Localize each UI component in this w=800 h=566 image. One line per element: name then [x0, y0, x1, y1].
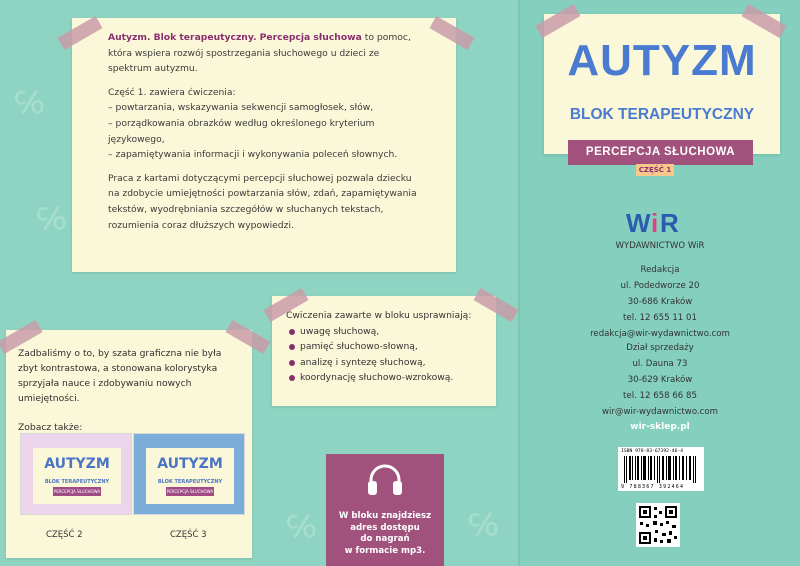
audio-text [326, 511, 444, 557]
exercises-list [286, 324, 482, 386]
part-label: CZĘŚĆ 2 [46, 530, 83, 540]
audio-line: W bloku znajdziesz [338, 511, 432, 521]
part-label: CZĘŚĆ 3 [170, 530, 207, 540]
ear-decoration-icon: ℅ [468, 508, 499, 543]
ear-decoration-icon: ℅ [14, 86, 45, 121]
thumbnail-subtitle: BLOK TERAPEUTYCZNY [44, 479, 110, 485]
editorial-contact [560, 262, 760, 342]
thumbnail-title: AUTYZM [157, 456, 223, 472]
closing-paragraph: Praca z kartami dotyczącymi percepcji słuchowej pozwala dziecku na zdobycie umiejętności powtarzania słów, zdań, zapamiętywania tekstów, wyodrębniania szczegółów w słuchanych tekstach, rozumienia coraz dłuższych wypowiedzi. [108, 172, 417, 231]
list-item: koordynację słuchowo-wzrokową. [286, 370, 482, 386]
audio-line: w formacie mp3. [344, 545, 426, 556]
shop-link[interactable]: wir-sklep.pl [630, 422, 690, 432]
svg-text:R: R [660, 208, 679, 236]
graphics-note [6, 330, 252, 558]
contains-list [108, 100, 420, 162]
list-item: analizę i syntezę słuchową, [286, 355, 482, 371]
list-item: – porządkowania obrazków według określonego kryterium językowego, [108, 116, 420, 147]
exercises-note [272, 296, 496, 406]
cover-thumbnail-part3[interactable] [133, 433, 245, 515]
barcode-bars [624, 456, 698, 483]
list-item: pamięć słuchowo-słowną, [286, 339, 482, 355]
headphones-icon [365, 460, 405, 498]
thumbnail-title: AUTYZM [44, 456, 110, 472]
contact-line: tel. 12 655 11 01 [623, 313, 697, 323]
title-card [544, 14, 780, 154]
intro-highlight: Autyzm. Blok terapeutyczny. Percepcja słuchowa [108, 32, 362, 43]
graphics-text: Zadbaliśmy o to, by szata graficzna nie była zbyt kontrastowa, a stonowana kolorystyka sprzyjała nauce i zdobywaniu nowych umiejętności. [18, 348, 222, 404]
exercises-heading: Ćwiczenia zawarte w bloku usprawniają: [286, 310, 472, 321]
intro-text: to pomoc, która wspiera rozwój spostrzegania słuchowego u dzieci ze spektrum autyzmu. [108, 32, 411, 75]
publisher-name: WYDAWNICTWO WiR [615, 241, 705, 251]
contact-line: Dział sprzedaży [626, 343, 694, 353]
audio-line: adres dostępu [350, 522, 420, 533]
qr-code[interactable] [636, 503, 680, 547]
contact-line: ul. Podedworze 20 [620, 281, 700, 291]
isbn-digits: 9 788367 392464 [621, 484, 685, 490]
contact-line: 30-629 Kraków [627, 375, 693, 385]
thumbnail-ribbon: PERCEPCJA SŁUCHOWA [166, 489, 214, 494]
isbn-label: ISBN 978-83-67392-46-4 [621, 449, 684, 454]
email-link[interactable]: redakcja@wir-wydawnictwo.com [590, 329, 730, 339]
series-ribbon: PERCEPCJA SŁUCHOWA [568, 140, 753, 165]
thumbnail-ribbon: PERCEPCJA SŁUCHOWA [53, 489, 101, 494]
list-item: uwagę słuchową, [286, 324, 482, 340]
spine-line [518, 0, 520, 566]
svg-text:W: W [626, 208, 651, 236]
description-note [72, 18, 456, 272]
wir-logo [620, 208, 700, 236]
cover-thumbnail-part2[interactable] [20, 433, 132, 515]
thumbnail-subtitle: BLOK TERAPEUTYCZNY [157, 479, 223, 485]
part-tag: CZĘŚĆ 1 [636, 164, 674, 176]
audio-info-box [326, 454, 444, 566]
see-also-label: Zobacz także: [18, 422, 83, 433]
book-title: AUTYZM [567, 36, 757, 85]
contact-line: 30-686 Kraków [627, 297, 693, 307]
ear-decoration-icon: ℅ [36, 202, 67, 237]
audio-line: do nagrań [360, 534, 410, 544]
list-item: – powtarzania, wskazywania sekwencji samogłosek, słów, [108, 100, 420, 116]
svg-text:i: i [651, 208, 659, 236]
contains-heading: Część 1. zawiera ćwiczenia: [108, 86, 236, 98]
contact-line: ul. Dauna 73 [632, 359, 688, 369]
sales-contact [560, 340, 760, 420]
thumbnail-card [33, 448, 121, 504]
list-item: – zapamiętywania informacji i wykonywania poleceń słownych. [108, 147, 420, 163]
contact-line: Redakcja [640, 265, 680, 275]
ear-decoration-icon: ℅ [286, 510, 317, 545]
thumbnail-card [146, 448, 234, 504]
contact-line: tel. 12 658 66 85 [623, 391, 697, 401]
qr-pattern [636, 503, 680, 547]
email-link[interactable]: wir@wir-wydawnictwo.com [601, 407, 719, 417]
book-subtitle: BLOK TERAPEUTYCZNY [569, 106, 755, 123]
isbn-barcode [618, 447, 704, 491]
